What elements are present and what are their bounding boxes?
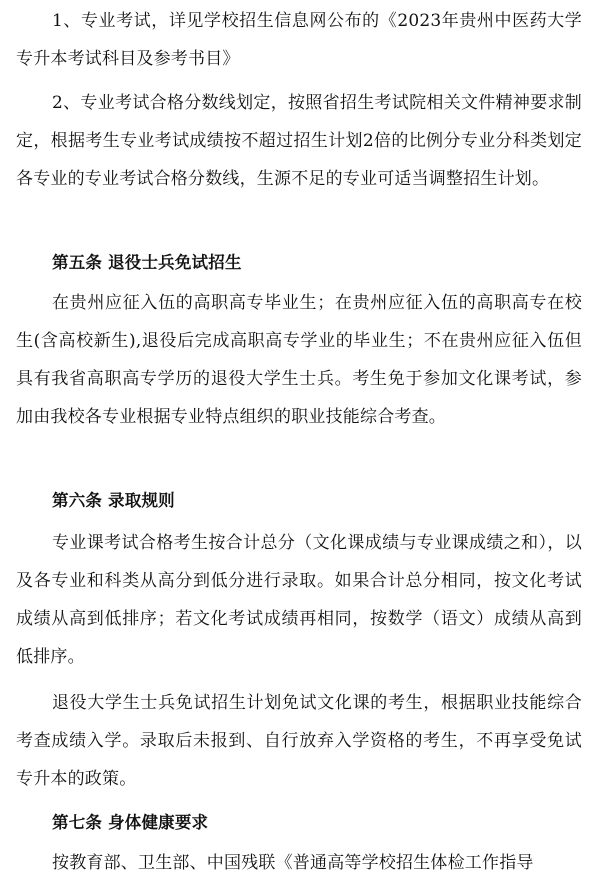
paragraph-veteran-admission: 退役大学生士兵免试招生计划免试文化课的考生，根据职业技能综合考查成绩入学。录取后未报到、自行放弃入学资格的考生，不再享受免试专升本的政策。 xyxy=(16,693,582,789)
heading-article-7: 第七条 身体健康要求 xyxy=(52,813,209,832)
paragraph-passing-score: 2、专业考试合格分数线划定，按照省招生考试院相关文件精神要求制定，根据考生专业考试成绩按不超过招生计划2倍的比例分专业分科类划定各专业的专业考试合格分数线，生源不足的专业可适当调整招生计划。 xyxy=(16,93,582,189)
paragraph-admission-ranking: 专业课考试合格考生按合计总分（文化课成绩与专业课成绩之和），以及各专业和科类从高分到低分进行录取。如果合计总分相同，按文化考试成绩从高到低排序；若文化考试成绩再相同，按数学（语文）成绩从高到低排序。 xyxy=(16,533,582,667)
paragraph-exam-reference: 1、专业考试，详见学校招生信息网公布的《2023年贵州中医药大学专升本考试科目及参考书目》 xyxy=(16,11,582,69)
paragraph-health-requirements: 按教育部、卫生部、中国残联《普通高等学校招生体检工作指导 xyxy=(52,853,534,873)
paragraph-veteran-eligibility: 在贵州应征入伍的高职高专毕业生；在贵州应征入伍的高职高专在校生(含高校新生),退役后完成高职高专学业的毕业生；不在贵州应征入伍但具有我省高职高专学历的退役大学生士兵。考生免于参加文化课考试，参加由我校各专业根据专业特点组织的职业技能综合考查。 xyxy=(16,293,582,427)
heading-article-5: 第五条 退役士兵免试招生 xyxy=(52,253,242,272)
heading-article-6: 第六条 录取规则 xyxy=(52,491,175,510)
